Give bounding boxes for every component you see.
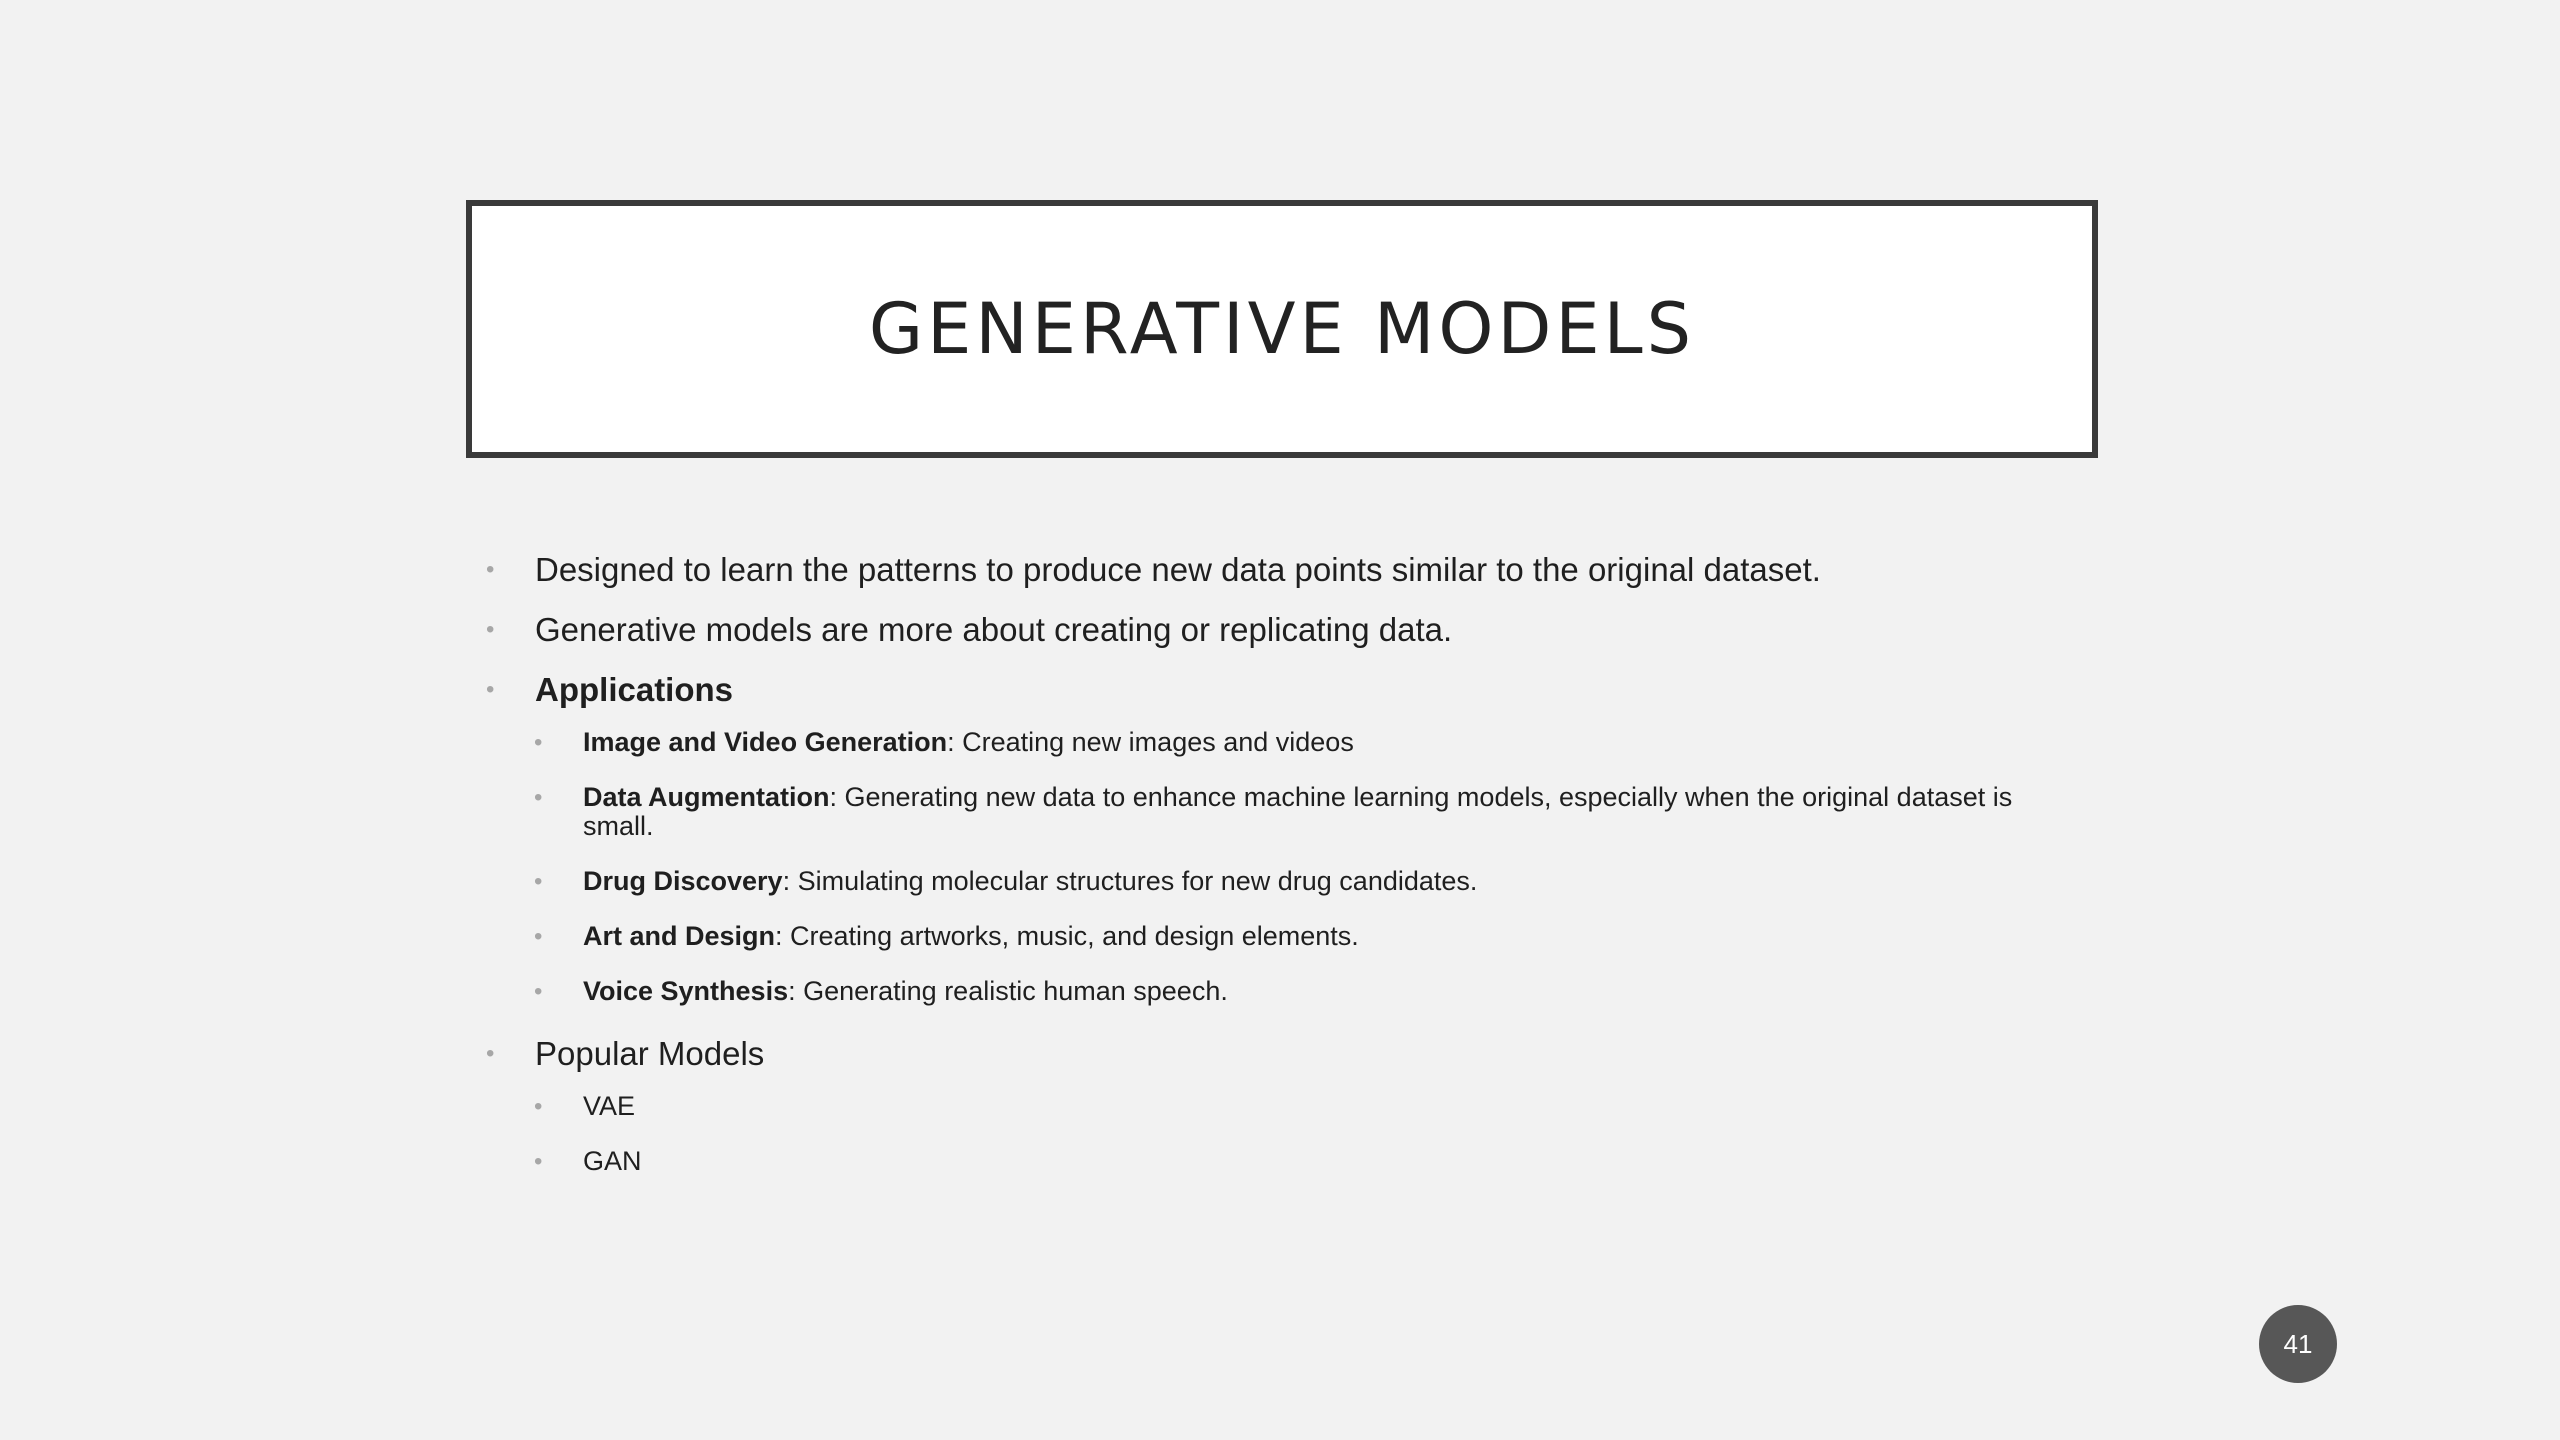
slide-content	[480, 548, 2040, 1202]
bullet-item-popular-models	[480, 1032, 2040, 1076]
bullet-text: Designed to learn the patterns to produce new data points similar to the original dataset.	[535, 551, 1821, 588]
bullet-icon: •	[534, 729, 543, 756]
model-name: GAN	[583, 1146, 642, 1176]
application-desc: : Generating realistic human speech.	[788, 976, 1228, 1006]
application-term: Voice Synthesis	[583, 976, 789, 1006]
title-box	[466, 200, 2098, 458]
popular-models-heading: Popular Models	[535, 1035, 765, 1072]
application-term: Art and Design	[583, 921, 776, 951]
bullet-icon: •	[486, 1040, 495, 1067]
bullet-item-applications	[480, 668, 2040, 712]
applications-heading: Applications	[535, 671, 734, 708]
sub-bullet-item	[480, 728, 2040, 757]
sub-bullet-item	[480, 1092, 2040, 1121]
bullet-icon: •	[486, 616, 495, 643]
slide-title: GENERATIVE MODELS	[868, 288, 1696, 370]
application-desc: : Simulating molecular structures for new drug candidates.	[782, 866, 1478, 896]
application-desc: : Creating artworks, music, and design elements.	[775, 921, 1359, 951]
sub-bullet-item	[480, 867, 2040, 896]
page-number-badge: 41	[2259, 1305, 2337, 1383]
bullet-text: Generative models are more about creating or replicating data.	[535, 611, 1453, 648]
sub-bullet-item	[480, 1147, 2040, 1176]
application-term: Data Augmentation	[583, 782, 830, 812]
application-term: Drug Discovery	[583, 866, 783, 896]
bullet-icon: •	[534, 1148, 543, 1175]
sub-bullet-item	[480, 922, 2040, 951]
bullet-icon: •	[486, 556, 495, 583]
application-term: Image and Video Generation	[583, 727, 948, 757]
model-name: VAE	[583, 1091, 636, 1121]
bullet-icon: •	[534, 784, 543, 811]
bullet-icon: •	[534, 868, 543, 895]
bullet-icon: •	[534, 923, 543, 950]
bullet-item	[480, 608, 2040, 652]
bullet-item	[480, 548, 2040, 592]
bullet-icon: •	[534, 1093, 543, 1120]
bullet-icon: •	[486, 676, 495, 703]
application-desc: : Creating new images and videos	[947, 727, 1354, 757]
sub-bullet-item	[480, 783, 2040, 841]
bullet-icon: •	[534, 978, 543, 1005]
application-desc: : Generating new data to enhance machine learning models, especially when the original dataset is small.	[583, 782, 2013, 841]
sub-bullet-item	[480, 977, 2040, 1006]
